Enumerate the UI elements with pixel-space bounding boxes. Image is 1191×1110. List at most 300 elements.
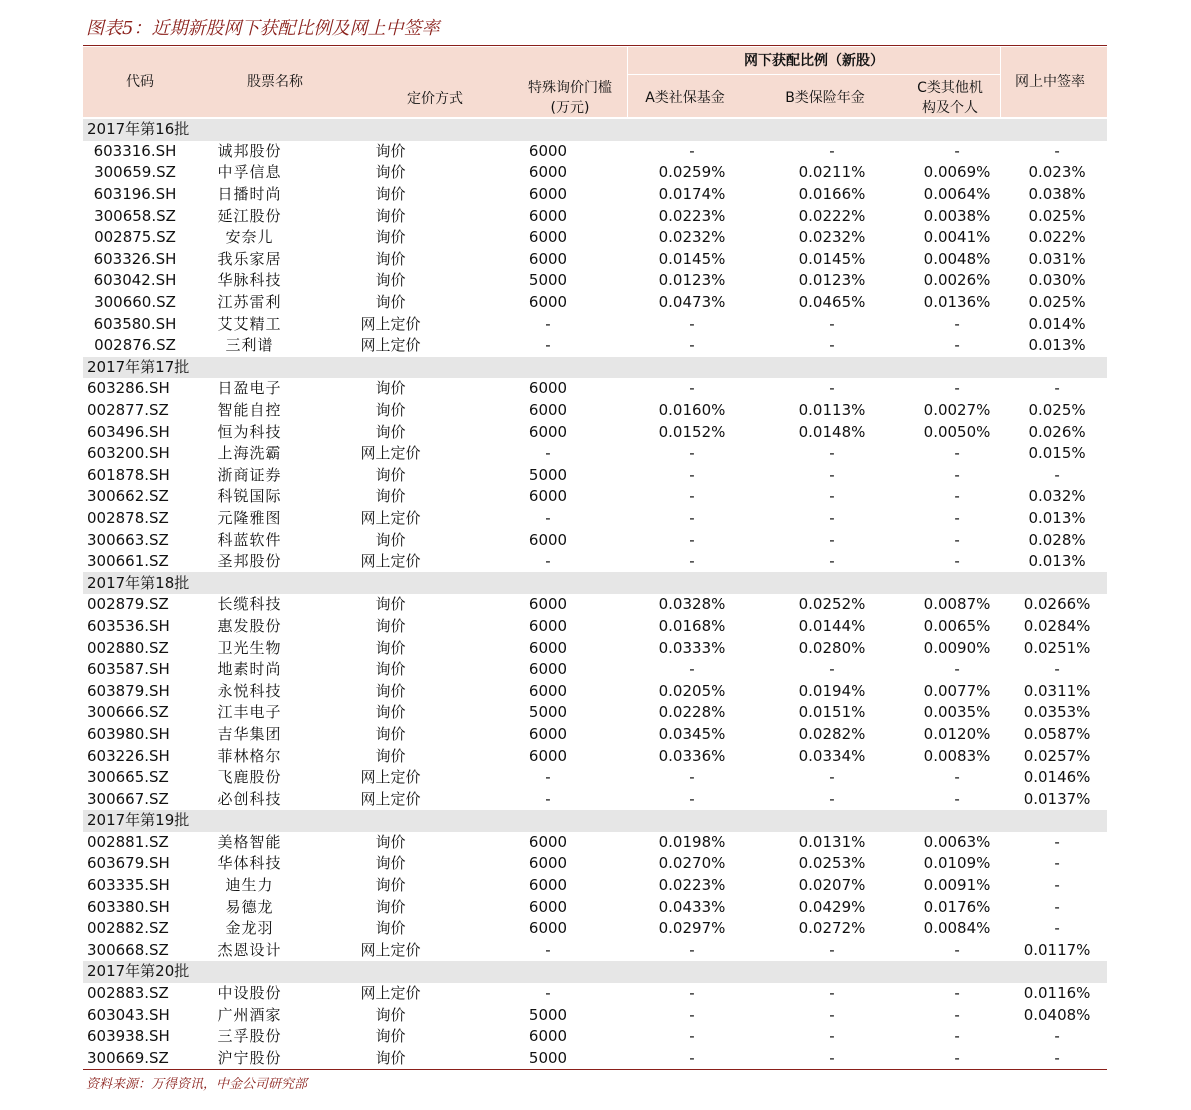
stock-code: 300661.SZ — [87, 552, 169, 571]
online-rate: 0.022% — [1028, 228, 1086, 247]
class-a-ratio: 0.0328% — [658, 595, 726, 614]
pricing-method: 询价 — [375, 832, 406, 851]
class-a-ratio: 0.0152% — [658, 422, 726, 441]
stock-code: 002881.SZ — [87, 832, 169, 851]
threshold-value: - — [545, 508, 551, 527]
class-b-ratio: 0.0252% — [798, 595, 866, 614]
class-c-ratio: - — [954, 314, 960, 333]
table-row[interactable] — [83, 896, 1107, 918]
group-label: 2017年第19批 — [83, 810, 1007, 832]
class-b-ratio: - — [829, 465, 835, 484]
class-c-ratio: 0.0091% — [923, 876, 991, 895]
class-a-ratio: - — [689, 552, 695, 571]
class-a-ratio: 0.0223% — [658, 876, 726, 895]
table-row[interactable] — [83, 529, 1107, 551]
threshold-value: 6000 — [528, 681, 568, 700]
stock-code: 300665.SZ — [87, 768, 169, 787]
class-a-ratio: - — [689, 940, 695, 959]
table-row[interactable] — [83, 378, 1107, 400]
threshold-value: - — [545, 314, 551, 333]
table-row[interactable] — [83, 1004, 1107, 1026]
threshold-value: 6000 — [528, 487, 568, 506]
class-a-ratio: 0.0473% — [658, 293, 726, 312]
online-rate: 0.030% — [1028, 271, 1086, 290]
online-rate: 0.032% — [1028, 487, 1086, 506]
stock-code: 300658.SZ — [94, 206, 176, 225]
stock-name: 杰恩设计 — [217, 940, 282, 959]
online-rate: 0.038% — [1028, 185, 1086, 204]
table-row[interactable] — [83, 141, 1107, 163]
pricing-method: 询价 — [375, 293, 406, 312]
class-c-ratio: 0.0109% — [923, 854, 991, 873]
class-b-ratio: 0.0123% — [798, 271, 866, 290]
stock-code: 603335.SH — [87, 876, 170, 895]
table-row[interactable] — [83, 616, 1107, 638]
table-row[interactable] — [83, 788, 1107, 810]
class-a-ratio: - — [689, 465, 695, 484]
pricing-method: 网上定价 — [360, 552, 421, 571]
table-row[interactable] — [83, 832, 1107, 854]
class-c-ratio: 0.0120% — [923, 724, 991, 743]
threshold-value: 6000 — [528, 249, 568, 268]
online-rate: - — [1054, 1027, 1060, 1046]
online-rate: - — [1054, 1048, 1060, 1067]
pricing-method: 网上定价 — [360, 940, 421, 959]
class-a-ratio: - — [689, 336, 695, 355]
threshold-value: 6000 — [528, 897, 568, 916]
stock-name: 华脉科技 — [217, 271, 282, 290]
title-rule — [83, 45, 1107, 46]
threshold-value: - — [545, 552, 551, 571]
table-row[interactable] — [83, 335, 1107, 357]
stock-code: 002877.SZ — [87, 401, 169, 420]
pricing-method: 询价 — [375, 616, 406, 635]
group-header-row — [83, 357, 1107, 379]
stock-name: 江丰电子 — [217, 703, 282, 722]
class-c-ratio: - — [954, 530, 960, 549]
class-a-ratio: - — [689, 487, 695, 506]
class-a-ratio: 0.0198% — [658, 832, 726, 851]
class-a-ratio: - — [689, 660, 695, 679]
pricing-method: 询价 — [375, 249, 406, 268]
class-a-ratio: 0.0228% — [658, 703, 726, 722]
class-b-ratio: - — [829, 984, 835, 1003]
pricing-method: 网上定价 — [360, 444, 421, 463]
class-c-ratio: - — [954, 379, 960, 398]
stock-code: 603326.SH — [93, 249, 177, 268]
stock-name: 必创科技 — [217, 789, 282, 808]
stock-name: 飞鹿股份 — [217, 768, 282, 787]
stock-name: 沪宁股份 — [217, 1048, 282, 1067]
stock-name: 三利谱 — [225, 336, 274, 355]
pricing-method: 询价 — [375, 660, 406, 679]
class-b-ratio: - — [829, 768, 835, 787]
class-a-ratio: 0.0433% — [658, 897, 726, 916]
group-label-tail — [1007, 572, 1107, 594]
class-c-ratio: 0.0084% — [923, 919, 991, 938]
group-label-tail — [1007, 119, 1107, 141]
group-header-row — [83, 572, 1107, 594]
class-a-ratio: - — [689, 530, 695, 549]
header-offline-group: 网下获配比例（新股） — [744, 53, 884, 69]
class-b-ratio: - — [829, 508, 835, 527]
online-rate: 0.0266% — [1023, 595, 1091, 614]
online-rate: 0.0353% — [1023, 703, 1091, 722]
online-rate: - — [1054, 141, 1060, 160]
class-b-ratio: - — [829, 530, 835, 549]
stock-name: 金龙羽 — [225, 919, 274, 938]
table-row[interactable] — [83, 983, 1107, 1005]
stock-code: 603043.SH — [87, 1005, 170, 1024]
threshold-value: - — [545, 768, 551, 787]
pricing-method: 询价 — [375, 401, 406, 420]
class-a-ratio: - — [689, 1005, 695, 1024]
pricing-method: 询价 — [375, 876, 406, 895]
stock-code: 002875.SZ — [94, 228, 176, 247]
table-row[interactable] — [83, 313, 1107, 335]
table-row[interactable] — [83, 270, 1107, 292]
table-row[interactable] — [83, 465, 1107, 487]
class-c-ratio: 0.0087% — [923, 595, 991, 614]
stock-code: 603587.SH — [87, 660, 170, 679]
stock-name: 永悦科技 — [217, 681, 282, 700]
stock-name: 艾艾精工 — [217, 314, 282, 333]
class-a-ratio: 0.0168% — [658, 616, 726, 635]
online-rate: 0.0137% — [1023, 789, 1091, 808]
table-row[interactable] — [83, 680, 1107, 702]
class-c-ratio: - — [954, 508, 960, 527]
pricing-method: 询价 — [375, 487, 406, 506]
table-row[interactable] — [83, 745, 1107, 767]
header-threshold-line2: (万元) — [550, 100, 590, 116]
table-row[interactable] — [83, 1026, 1107, 1048]
threshold-value: 6000 — [528, 422, 568, 441]
threshold-value: 6000 — [528, 379, 568, 398]
stock-code: 603980.SH — [87, 724, 170, 743]
pricing-method: 询价 — [375, 746, 406, 765]
class-c-ratio: 0.0038% — [923, 206, 991, 225]
online-rate: 0.023% — [1028, 163, 1086, 182]
table-row[interactable] — [83, 400, 1107, 422]
class-b-ratio: 0.0148% — [798, 422, 866, 441]
stock-code: 603536.SH — [87, 616, 170, 635]
stock-name: 易德龙 — [225, 897, 274, 916]
pricing-method: 询价 — [375, 681, 406, 700]
pricing-method: 询价 — [375, 228, 406, 247]
table-row[interactable] — [83, 184, 1107, 206]
class-b-ratio: 0.0232% — [798, 228, 866, 247]
header-class-a[interactable]: A类社保基金 — [645, 90, 725, 106]
table-row[interactable] — [83, 918, 1107, 940]
stock-code: 603316.SH — [93, 141, 177, 160]
stock-name: 安奈儿 — [225, 228, 274, 247]
online-rate: 0.015% — [1028, 444, 1086, 463]
pricing-method: 询价 — [375, 185, 406, 204]
stock-name: 卫光生物 — [217, 638, 282, 657]
class-c-ratio: - — [954, 444, 960, 463]
threshold-value: 6000 — [528, 228, 568, 247]
class-a-ratio: 0.0297% — [658, 919, 726, 938]
class-c-ratio: 0.0041% — [923, 228, 991, 247]
online-rate: 0.013% — [1028, 336, 1086, 355]
class-b-ratio: 0.0144% — [798, 616, 866, 635]
group-header-row — [83, 810, 1107, 832]
table-row[interactable] — [83, 853, 1107, 875]
table-row[interactable] — [83, 637, 1107, 659]
header-threshold-line1[interactable]: 特殊询价门槛 — [528, 80, 612, 96]
class-b-ratio: - — [829, 444, 835, 463]
stock-name: 诚邦股份 — [217, 141, 282, 160]
class-a-ratio: - — [689, 1027, 695, 1046]
class-b-ratio: 0.0282% — [798, 724, 866, 743]
stock-code: 300669.SZ — [87, 1048, 169, 1067]
class-c-ratio: - — [954, 336, 960, 355]
class-c-ratio: 0.0090% — [923, 638, 991, 657]
stock-name: 三孚股份 — [217, 1027, 282, 1046]
group-label: 2017年第18批 — [83, 572, 1007, 594]
table-row[interactable] — [83, 205, 1107, 227]
header-class-c-line1[interactable]: C类其他机 — [917, 80, 983, 96]
pricing-method: 询价 — [375, 638, 406, 657]
class-c-ratio: 0.0063% — [923, 832, 991, 851]
table-row[interactable] — [83, 421, 1107, 443]
table-row[interactable] — [83, 724, 1107, 746]
group-header-row — [83, 961, 1107, 983]
online-rate: - — [1054, 919, 1060, 938]
stock-code: 002882.SZ — [87, 919, 169, 938]
pricing-method: 询价 — [375, 1005, 406, 1024]
threshold-value: 5000 — [528, 1005, 568, 1024]
threshold-value: 6000 — [528, 1027, 568, 1046]
stock-code: 002883.SZ — [87, 984, 169, 1003]
threshold-value: 6000 — [528, 660, 568, 679]
class-b-ratio: 0.0207% — [798, 876, 866, 895]
class-a-ratio: 0.0333% — [658, 638, 726, 657]
header-online[interactable]: 网上中签率 — [1015, 74, 1085, 90]
class-c-ratio: - — [954, 768, 960, 787]
threshold-value: 6000 — [528, 876, 568, 895]
table-row[interactable] — [83, 875, 1107, 897]
stock-name: 美格智能 — [217, 832, 282, 851]
stock-name: 迪生力 — [225, 876, 274, 895]
header-name[interactable]: 股票名称 — [247, 74, 303, 90]
stock-code: 300667.SZ — [87, 789, 169, 808]
table-row[interactable] — [83, 940, 1107, 962]
table-row[interactable] — [83, 486, 1107, 508]
pricing-method: 询价 — [375, 465, 406, 484]
online-rate: - — [1054, 832, 1060, 851]
class-c-ratio: 0.0048% — [923, 249, 991, 268]
threshold-value: - — [545, 940, 551, 959]
threshold-value: 5000 — [528, 271, 568, 290]
stock-name: 科蓝软件 — [217, 530, 282, 549]
stock-name: 吉华集团 — [217, 724, 282, 743]
pricing-method: 询价 — [375, 141, 406, 160]
threshold-value: 6000 — [528, 530, 568, 549]
stock-name: 地素时尚 — [217, 660, 282, 679]
table-row[interactable] — [83, 249, 1107, 271]
stock-name: 中设股份 — [217, 984, 282, 1003]
pricing-method: 询价 — [375, 897, 406, 916]
class-a-ratio: - — [689, 984, 695, 1003]
threshold-value: 6000 — [528, 638, 568, 657]
stock-code: 603496.SH — [87, 422, 170, 441]
class-c-ratio: - — [954, 1027, 960, 1046]
group-label-tail — [1007, 810, 1107, 832]
class-c-ratio: - — [954, 984, 960, 1003]
class-a-ratio: - — [689, 379, 695, 398]
stock-name: 广州酒家 — [217, 1005, 282, 1024]
class-a-ratio: - — [689, 508, 695, 527]
online-rate: - — [1054, 660, 1060, 679]
table-row[interactable] — [83, 292, 1107, 314]
class-b-ratio: 0.0429% — [798, 897, 866, 916]
stock-code: 300660.SZ — [94, 293, 176, 312]
table-row[interactable] — [83, 443, 1107, 465]
table-row[interactable] — [83, 162, 1107, 184]
threshold-value: 5000 — [528, 465, 568, 484]
stock-code: 601878.SH — [87, 465, 170, 484]
class-a-ratio: 0.0259% — [658, 163, 726, 182]
class-b-ratio: 0.0194% — [798, 681, 866, 700]
header-divider — [628, 74, 1000, 75]
table-row[interactable] — [83, 594, 1107, 616]
class-a-ratio: 0.0174% — [658, 185, 726, 204]
stock-code: 603580.SH — [93, 314, 177, 333]
class-a-ratio: 0.0123% — [658, 271, 726, 290]
class-b-ratio: 0.0131% — [798, 832, 866, 851]
table-row[interactable] — [83, 551, 1107, 573]
header-class-b[interactable]: B类保险年金 — [785, 90, 865, 106]
table-title: 图表5：近期新股网下获配比例及网上中签率 — [86, 18, 440, 39]
class-b-ratio: - — [829, 1027, 835, 1046]
threshold-value: 5000 — [528, 703, 568, 722]
stock-code: 603042.SH — [93, 271, 177, 290]
stock-name: 江苏雷利 — [217, 293, 282, 312]
stock-name: 科锐国际 — [217, 487, 282, 506]
online-rate: - — [1054, 379, 1060, 398]
class-a-ratio: 0.0232% — [658, 228, 726, 247]
class-a-ratio: 0.0145% — [658, 249, 726, 268]
pricing-method: 询价 — [375, 379, 406, 398]
threshold-value: 6000 — [528, 746, 568, 765]
class-a-ratio: - — [689, 789, 695, 808]
class-c-ratio: - — [954, 141, 960, 160]
class-a-ratio: 0.0205% — [658, 681, 726, 700]
online-rate: 0.025% — [1028, 206, 1086, 225]
class-a-ratio: - — [689, 444, 695, 463]
stock-code: 300662.SZ — [87, 487, 169, 506]
class-b-ratio: - — [829, 789, 835, 808]
ipo-table — [83, 119, 1107, 1069]
class-b-ratio: 0.0151% — [798, 703, 866, 722]
stock-name: 圣邦股份 — [217, 552, 282, 571]
stock-code: 300659.SZ — [94, 163, 176, 182]
class-b-ratio: - — [829, 141, 835, 160]
online-rate: 0.014% — [1028, 314, 1086, 333]
class-c-ratio: 0.0065% — [923, 616, 991, 635]
class-c-ratio: 0.0035% — [923, 703, 991, 722]
stock-name: 元隆雅图 — [217, 508, 282, 527]
threshold-value: 6000 — [528, 141, 568, 160]
table-row[interactable] — [83, 702, 1107, 724]
table-row[interactable] — [83, 1048, 1107, 1070]
threshold-value: 6000 — [528, 595, 568, 614]
stock-code: 002878.SZ — [87, 508, 169, 527]
threshold-value: 6000 — [528, 293, 568, 312]
pricing-method: 询价 — [375, 703, 406, 722]
stock-name: 延江股份 — [217, 206, 282, 225]
class-c-ratio: - — [954, 1005, 960, 1024]
header-class-c-line2: 构及个人 — [922, 100, 978, 116]
stock-code: 300666.SZ — [87, 703, 169, 722]
class-c-ratio: - — [954, 465, 960, 484]
class-b-ratio: 0.0334% — [798, 746, 866, 765]
stock-code: 603286.SH — [87, 379, 170, 398]
table-row[interactable] — [83, 508, 1107, 530]
threshold-value: 6000 — [528, 206, 568, 225]
pricing-method: 询价 — [375, 206, 406, 225]
online-rate: 0.0117% — [1023, 940, 1091, 959]
stock-name: 我乐家居 — [217, 249, 282, 268]
online-rate: 0.0146% — [1023, 768, 1091, 787]
header-code[interactable]: 代码 — [126, 74, 154, 90]
class-c-ratio: - — [954, 552, 960, 571]
class-c-ratio: - — [954, 487, 960, 506]
threshold-value: 6000 — [528, 163, 568, 182]
threshold-value: 6000 — [528, 185, 568, 204]
class-c-ratio: 0.0026% — [923, 271, 991, 290]
pricing-method: 网上定价 — [360, 984, 421, 1003]
class-c-ratio: 0.0069% — [923, 163, 991, 182]
pricing-method: 网上定价 — [360, 789, 421, 808]
class-a-ratio: 0.0336% — [658, 746, 726, 765]
stock-name: 浙商证券 — [217, 465, 282, 484]
pricing-method: 网上定价 — [360, 314, 421, 333]
class-a-ratio: - — [689, 141, 695, 160]
header-pricing[interactable]: 定价方式 — [407, 91, 463, 107]
threshold-value: - — [545, 789, 551, 808]
online-rate: 0.0116% — [1023, 984, 1091, 1003]
online-rate: 0.0284% — [1023, 616, 1091, 635]
class-b-ratio: 0.0145% — [798, 249, 866, 268]
group-label-tail — [1007, 961, 1107, 983]
class-a-ratio: 0.0345% — [658, 724, 726, 743]
pricing-method: 网上定价 — [360, 768, 421, 787]
threshold-value: 6000 — [528, 724, 568, 743]
class-a-ratio: - — [689, 1048, 695, 1067]
pricing-method: 询价 — [375, 724, 406, 743]
group-label: 2017年第20批 — [83, 961, 1007, 983]
online-rate: 0.013% — [1028, 552, 1086, 571]
stock-code: 603200.SH — [87, 444, 170, 463]
stock-code: 603196.SH — [93, 185, 177, 204]
threshold-value: 6000 — [528, 401, 568, 420]
online-rate: 0.031% — [1028, 249, 1086, 268]
class-a-ratio: 0.0223% — [658, 206, 726, 225]
table-row[interactable] — [83, 659, 1107, 681]
table-row[interactable] — [83, 227, 1107, 249]
class-b-ratio: 0.0166% — [798, 185, 866, 204]
table-row[interactable] — [83, 767, 1107, 789]
table-body — [83, 119, 1107, 1069]
class-c-ratio: - — [954, 940, 960, 959]
online-rate: 0.013% — [1028, 508, 1086, 527]
group-label: 2017年第16批 — [83, 119, 1007, 141]
class-b-ratio: - — [829, 487, 835, 506]
pricing-method: 询价 — [375, 422, 406, 441]
class-c-ratio: 0.0083% — [923, 746, 991, 765]
